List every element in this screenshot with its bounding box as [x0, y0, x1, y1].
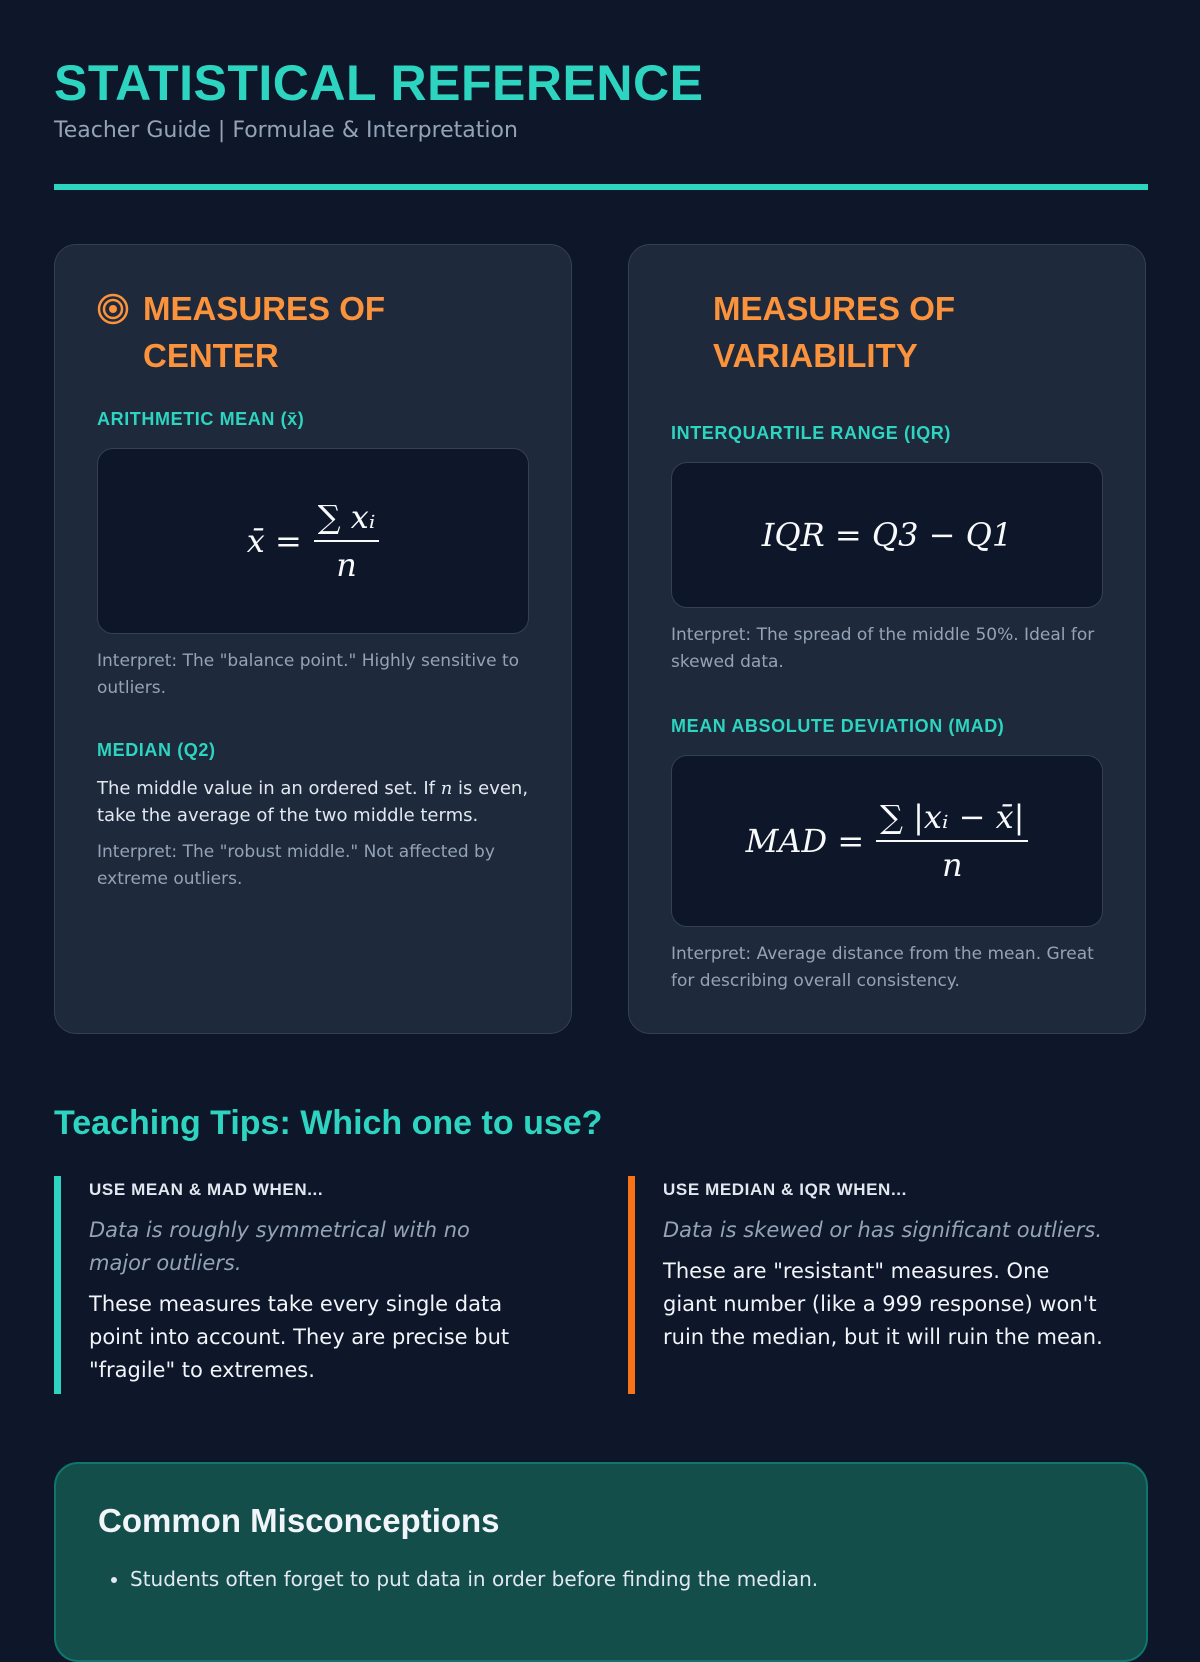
misconceptions-list — [98, 1564, 818, 1594]
variability-card-title-text: MEASURES OF VARIABILITY — [713, 290, 956, 374]
center-card-title-text: MEASURES OF CENTER — [143, 290, 386, 374]
header-divider — [54, 184, 1148, 190]
mean-formula-fraction — [314, 498, 380, 584]
mad-interpretation: Interpret: Average distance from the mean. Great for describing overall consistency. — [671, 944, 1094, 991]
mad-formula-lhs: MAD = — [745, 822, 865, 860]
misconception-item: • Students often forget to put data in order before finding the median. — [130, 1564, 818, 1594]
measures-of-center-card — [54, 244, 572, 1034]
center-card-title — [97, 285, 529, 379]
iqr-label: INTERQUARTILE RANGE (IQR) — [671, 423, 951, 443]
mean-formula-box — [97, 448, 529, 634]
mad-formula-box — [671, 755, 1103, 927]
mad-formula-fraction — [876, 798, 1028, 884]
page-title: STATISTICAL REFERENCE — [54, 55, 704, 111]
mean-formula-denominator: n — [336, 546, 357, 584]
tip-median-iqr-condition: Data is skewed or has significant outliers. — [663, 1218, 1103, 1242]
teaching-tips-title: Teaching Tips: Which one to use? — [54, 1104, 603, 1142]
misconceptions-box — [54, 1462, 1148, 1662]
mad-formula-numerator: ∑ |xᵢ − x̄| — [876, 798, 1028, 842]
page-subtitle: Teacher Guide | Formulae & Interpretation — [54, 118, 518, 143]
variability-card-title — [671, 285, 1103, 379]
mad-label: MEAN ABSOLUTE DEVIATION (MAD) — [671, 716, 1005, 736]
median-desc-after: is even, take the average of the two middle terms. — [97, 778, 529, 826]
iqr-formula: IQR = Q3 − Q1 — [761, 516, 1013, 554]
tip-mean-mad-condition: Data is roughly symmetrical with no major outliers. — [89, 1218, 470, 1275]
tip-median-iqr-body: These are "resistant" measures. One giant number (like a 999 response) won't ruin the median, but it will ruin the mean. — [663, 1259, 1103, 1349]
mean-formula-lhs: x̄ = — [246, 522, 302, 560]
median-interpretation: Interpret: The "robust middle." Not affected by extreme outliers. — [97, 842, 495, 889]
tip-median-iqr-heading: USE MEDIAN & IQR WHEN... — [663, 1180, 907, 1199]
tip-mean-mad — [54, 1176, 534, 1394]
measures-of-variability-card — [628, 244, 1146, 1034]
mean-formula-numerator: ∑ xᵢ — [314, 498, 380, 542]
iqr-formula-box — [671, 462, 1103, 608]
mean-interpretation: Interpret: The "balance point." Highly sensitive to outliers. — [97, 651, 520, 698]
iqr-interpretation: Interpret: The spread of the middle 50%. Ideal for skewed data. — [671, 625, 1095, 672]
tip-median-iqr — [628, 1176, 1108, 1394]
tip-mean-mad-body: These measures take every single data point into account. They are precise but "fragile" to extremes. — [89, 1292, 510, 1382]
median-description — [97, 775, 529, 829]
target-icon — [97, 293, 129, 325]
misconceptions-title: Common Misconceptions — [98, 1502, 500, 1539]
median-desc-before: The middle value in an ordered set. If — [97, 778, 441, 799]
tip-mean-mad-heading: USE MEAN & MAD WHEN... — [89, 1180, 324, 1199]
median-label: MEDIAN (Q2) — [97, 740, 216, 760]
median-desc-var: n — [440, 778, 453, 799]
mad-formula-denominator: n — [941, 846, 963, 884]
page-header — [54, 52, 1148, 143]
mean-label: ARITHMETIC MEAN (x̄) — [97, 409, 305, 429]
